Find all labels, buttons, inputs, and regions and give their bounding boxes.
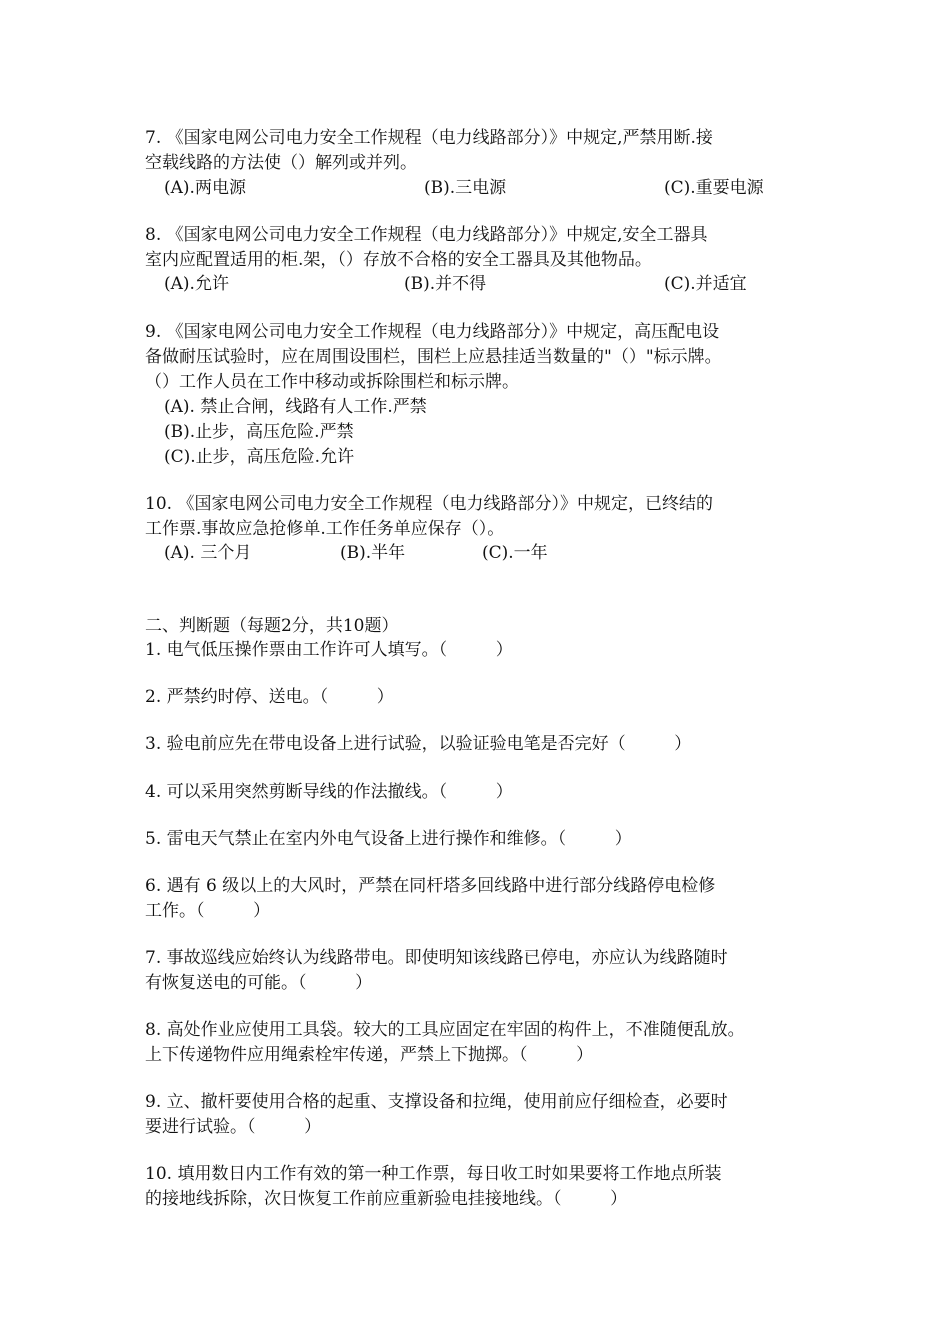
tf-item-text: 有恢复送电的可能。（ ） [145,973,373,993]
option-b: (B).半年 [340,543,406,563]
option-a: (A).两电源 [164,178,246,198]
question-text: 工作票.事故应急抢修单.工作任务单应保存（）。 [145,519,505,539]
tf-item-3: 3. 验电前应先在带电设备上进行试验，以验证验电笔是否完好（ ） [145,734,692,754]
tf-item-text: 工作。（ ） [145,901,271,921]
question-text: 8. 《国家电网公司电力安全工作规程（电力线路部分）》中规定,安全工器具 [145,225,708,245]
question-text: 10. 《国家电网公司电力安全工作规程（电力线路部分）》中规定，已终结的 [145,494,713,514]
option-c: (C).重要电源 [664,178,764,198]
tf-item-text: 8. 高处作业应使用工具袋。较大的工具应固定在牢固的构件上，不准随便乱放。 [145,1020,745,1040]
option-a: (A). 三个月 [164,543,252,563]
question-text: 室内应配置适用的柜.架，（）存放不合格的安全工器具及其他物品。 [145,250,652,270]
option-a: (A).允许 [164,274,229,294]
question-text: 空载线路的方法使（）解列或并列。 [145,153,417,173]
question-text: 9. 《国家电网公司电力安全工作规程（电力线路部分）》中规定，高压配电设 [145,322,720,342]
tf-item-1: 1. 电气低压操作票由工作许可人填写。（ ） [145,640,513,660]
option-c: (C).并适宜 [664,274,747,294]
question-text: （）工作人员在工作中移动或拆除围栏和标示牌。 [145,372,519,392]
tf-item-text: 上下传递物件应用绳索栓牢传递，严禁上下抛掷。（ ） [145,1045,594,1065]
option-b: (B).止步，高压危险.严禁 [164,422,354,442]
question-text: 备做耐压试验时，应在周围设围栏，围栏上应悬挂适当数量的"（）"标示牌。 [145,347,722,367]
tf-item-5: 5. 雷电天气禁止在室内外电气设备上进行操作和维修。（ ） [145,829,632,849]
tf-item-text: 的接地线拆除，次日恢复工作前应重新验电挂接地线。（ ） [145,1189,628,1209]
section-heading: 二、判断题（每题2分，共10题） [145,616,399,636]
option-a: (A). 禁止合闸，线路有人工作.严禁 [164,397,427,417]
tf-item-4: 4. 可以采用突然剪断导线的作法撤线。（ ） [145,782,513,802]
option-c: (C).一年 [482,543,548,563]
question-text: 7. 《国家电网公司电力安全工作规程（电力线路部分）》中规定,严禁用断.接 [145,128,713,148]
tf-item-2: 2. 严禁约时停、送电。（ ） [145,687,394,707]
tf-item-text: 9. 立、撤杆要使用合格的起重、支撑设备和拉绳，使用前应仔细检查，必要时 [145,1092,728,1112]
tf-item-text: 7. 事故巡线应始终认为线路带电。即使明知该线路已停电，亦应认为线路随时 [145,948,728,968]
option-b: (B).三电源 [424,178,507,198]
option-b: (B).并不得 [404,274,487,294]
option-c: (C).止步，高压危险.允许 [164,447,355,467]
tf-item-text: 10. 填用数日内工作有效的第一种工作票，每日收工时如果要将工作地点所装 [145,1164,722,1184]
tf-item-text: 6. 遇有 6 级以上的大风时，严禁在同杆塔多回线路中进行部分线路停电检修 [145,876,716,896]
tf-item-text: 要进行试验。（ ） [145,1117,322,1137]
